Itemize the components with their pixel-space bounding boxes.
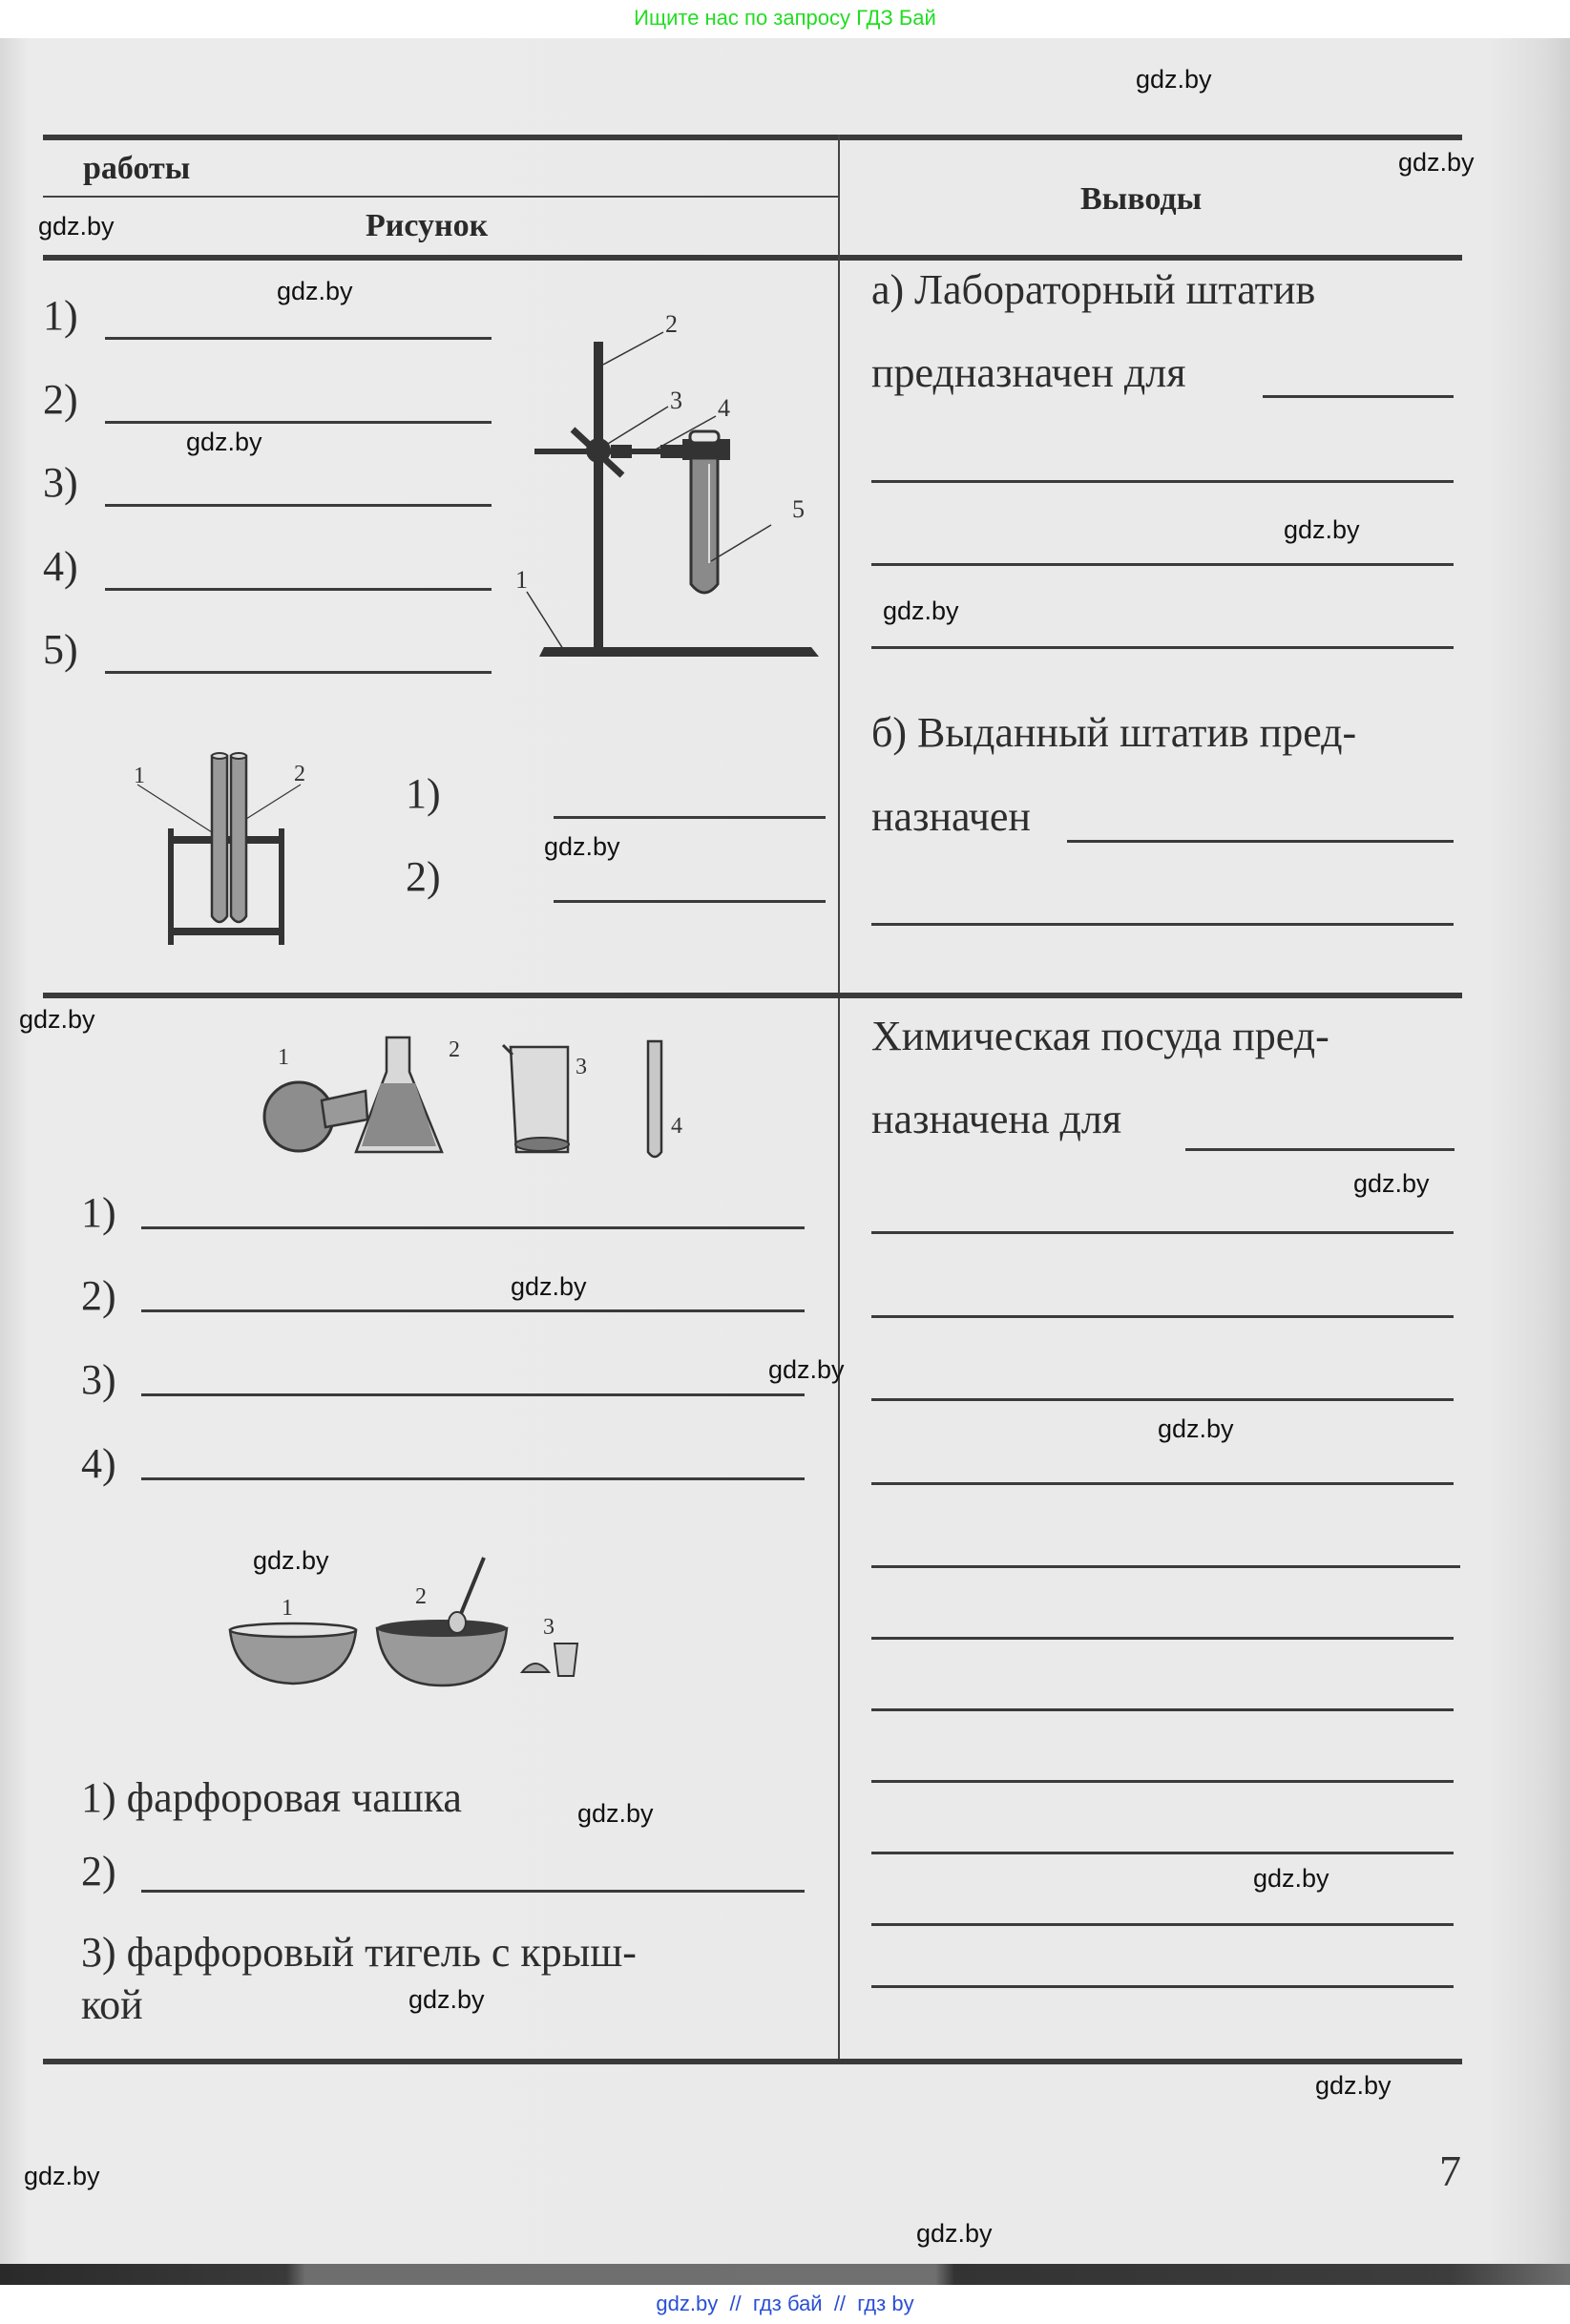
stand-item-5-input[interactable] [105, 671, 492, 674]
watermark: gdz.by [253, 1546, 329, 1575]
page-edge-shadow [0, 2264, 1570, 2285]
conclusion-c-input-7[interactable] [871, 1637, 1454, 1640]
watermark: gdz.by [1136, 65, 1212, 94]
stand-item-4-input[interactable] [105, 588, 492, 591]
conclusion-a-line1: а) Лабораторный штатив [871, 266, 1316, 313]
porcelain-item-1-num: 1) [81, 1774, 116, 1821]
porcelain-item-1 [81, 1773, 462, 1822]
conclusion-c-input-6[interactable] [871, 1565, 1460, 1568]
conclusion-c-input-10[interactable] [871, 1852, 1454, 1854]
header-figure: Рисунок [366, 208, 489, 243]
conclusion-c-input-3[interactable] [871, 1315, 1454, 1318]
stand-item-4-num: 4) [43, 543, 78, 590]
conclusion-a-input-4[interactable] [871, 646, 1454, 649]
porcelain-item-3-text: фарфоровый тигель с крыш- [126, 1929, 637, 1976]
porcelain-item-1-text: фарфоровая чашка [126, 1774, 462, 1821]
glassware-item-2-num: 2) [81, 1272, 116, 1319]
conclusion-a-input-2[interactable] [871, 480, 1454, 483]
porcelain-item-3-cont: кой [81, 1981, 143, 2028]
svg-text:4: 4 [718, 394, 730, 422]
header-bottom-rule [43, 255, 1462, 261]
conclusion-c-input-2[interactable] [871, 1231, 1454, 1234]
watermark: gdz.by [277, 277, 353, 305]
watermark: gdz.by [1398, 148, 1475, 177]
conclusion-a-input-1[interactable] [1263, 395, 1454, 398]
watermark: gdz.by [1158, 1414, 1234, 1443]
porcelain-item-2-input[interactable] [141, 1890, 805, 1893]
rack-item-1-num: 1) [406, 770, 441, 817]
porcelain-item-2-num: 2) [81, 1848, 116, 1895]
porcelain-item-3-num: 3) [81, 1929, 116, 1976]
svg-text:1: 1 [515, 566, 528, 594]
conclusion-a-input-3[interactable] [871, 563, 1454, 566]
conclusion-c-input-5[interactable] [871, 1482, 1454, 1485]
lab-stand-figure [515, 305, 830, 668]
porcelain-item-3 [81, 1928, 637, 1977]
header-sub-rule [43, 196, 839, 198]
watermark: gdz.by [24, 2162, 100, 2190]
watermark: gdz.by [1284, 515, 1360, 544]
stand-item-3-num: 3) [43, 459, 78, 506]
conclusion-c-input-11[interactable] [871, 1923, 1454, 1926]
svg-text:3: 3 [576, 1055, 587, 1079]
conclusion-a-line2: предназначен для [871, 349, 1186, 396]
glassware-item-3-input[interactable] [141, 1393, 805, 1396]
rack-item-2-input[interactable] [554, 900, 826, 903]
stand-item-2-input[interactable] [105, 421, 492, 424]
section-rule-left [43, 993, 840, 998]
watermark: gdz.by [768, 1355, 845, 1384]
conclusion-b-line2: назначен [871, 793, 1031, 840]
svg-text:1: 1 [278, 1045, 289, 1070]
table-bottom-rule [43, 2059, 1462, 2064]
watermark: gdz.by [1315, 2071, 1392, 2100]
header-conclusions: Выводы [1080, 181, 1203, 217]
footer-text: gdz.by // гдз бай // гдз by [656, 2292, 914, 2315]
stand-item-1-num: 1) [43, 292, 78, 339]
watermark: gdz.by [511, 1272, 587, 1301]
conclusion-c-line2: назначена для [871, 1096, 1122, 1142]
conclusion-b-line1: б) Выданный штатив пред- [871, 709, 1357, 756]
conclusion-c-input-4[interactable] [871, 1398, 1454, 1401]
test-tube-rack-figure [134, 744, 305, 954]
conclusion-b-input-2[interactable] [871, 923, 1454, 926]
watermark: gdz.by [38, 212, 115, 241]
search-banner[interactable] [0, 0, 1570, 38]
conclusion-c-input-1[interactable] [1185, 1148, 1455, 1151]
conclusion-c-line1: Химическая посуда пред- [871, 1013, 1329, 1059]
svg-text:3: 3 [670, 387, 682, 414]
stand-item-2-num: 2) [43, 376, 78, 423]
svg-text:3: 3 [543, 1615, 555, 1640]
stand-item-5-num: 5) [43, 626, 78, 673]
page-number: 7 [1439, 2146, 1461, 2195]
svg-text:2: 2 [294, 762, 305, 786]
watermark: gdz.by [544, 832, 620, 861]
watermark: gdz.by [577, 1799, 654, 1828]
porcelain-figure [224, 1556, 606, 1689]
svg-text:2: 2 [449, 1037, 460, 1062]
banner-text: Ищите нас по запросу ГДЗ Бай [634, 6, 936, 30]
watermark: gdz.by [1353, 1169, 1430, 1198]
table-top-rule [43, 135, 1462, 140]
svg-text:1: 1 [134, 764, 145, 788]
glassware-item-1-num: 1) [81, 1189, 116, 1236]
svg-text:1: 1 [282, 1596, 293, 1621]
conclusion-c-input-9[interactable] [871, 1780, 1454, 1783]
watermark: gdz.by [883, 597, 959, 625]
stand-item-3-input[interactable] [105, 504, 492, 507]
glassware-item-3-num: 3) [81, 1356, 116, 1403]
glassware-item-1-input[interactable] [141, 1226, 805, 1229]
conclusion-b-input-1[interactable] [1067, 840, 1454, 843]
svg-text:2: 2 [415, 1584, 427, 1609]
conclusion-c-input-8[interactable] [871, 1708, 1454, 1711]
glassware-item-4-num: 4) [81, 1440, 116, 1487]
rack-item-2-num: 2) [406, 853, 441, 900]
svg-text:5: 5 [792, 495, 805, 523]
watermark: gdz.by [186, 428, 262, 456]
watermark: gdz.by [19, 1005, 95, 1034]
rack-item-1-input[interactable] [554, 816, 826, 819]
footer-links[interactable] [0, 2285, 1570, 2324]
glassware-item-2-input[interactable] [141, 1309, 805, 1312]
column-divider [838, 135, 840, 2062]
watermark: gdz.by [1253, 1864, 1329, 1893]
section-rule-right [840, 993, 1462, 998]
glassware-item-4-input[interactable] [141, 1477, 805, 1480]
conclusion-c-input-12[interactable] [871, 1985, 1454, 1988]
header-work-label: работы [83, 151, 191, 186]
svg-text:2: 2 [665, 310, 678, 338]
svg-text:4: 4 [671, 1114, 682, 1139]
stand-item-1-input[interactable] [105, 337, 492, 340]
glassware-figure [253, 1026, 711, 1169]
watermark: gdz.by [916, 2219, 993, 2248]
watermark: gdz.by [408, 1985, 485, 2014]
